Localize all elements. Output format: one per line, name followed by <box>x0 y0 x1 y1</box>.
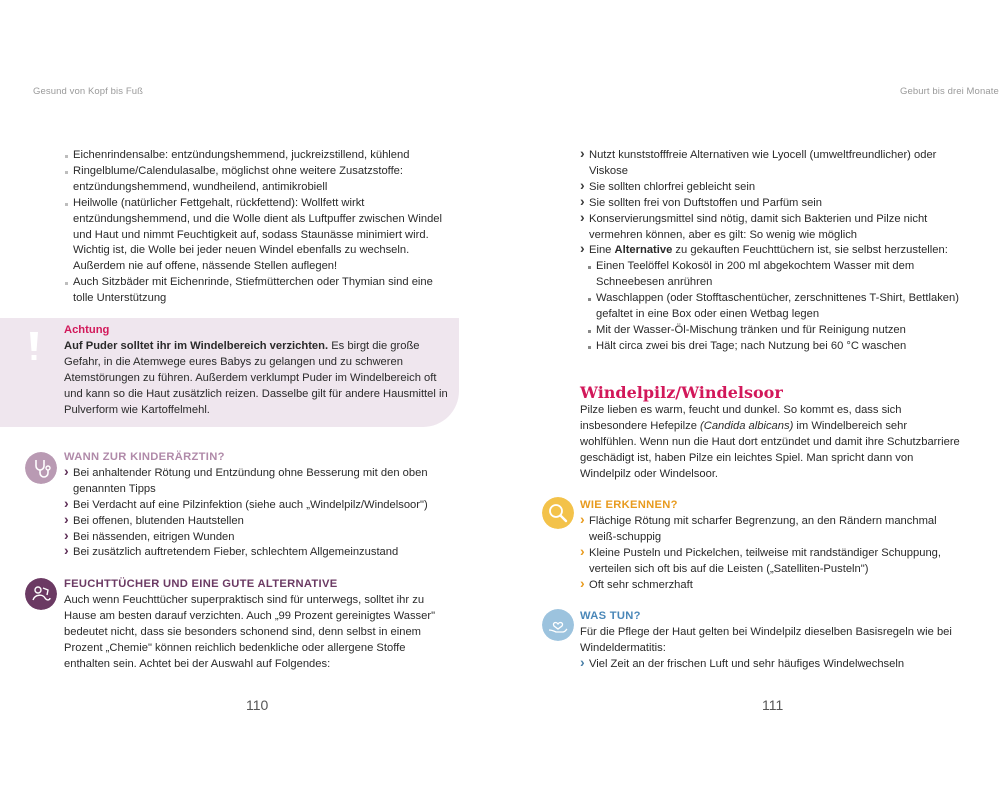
stethoscope-icon <box>25 452 57 484</box>
todo-box-text: Für die Pflege der Haut gelten bei Windelpilz dieselben Basisregeln wie bei Windeldermatitis: <box>580 625 952 654</box>
magnifier-icon <box>542 497 574 529</box>
running-head-right: Geburt bis drei Monate <box>900 86 999 97</box>
page-number-left: 110 <box>246 697 269 713</box>
todo-box <box>580 609 965 673</box>
section-heading: Windelpilz/Windelsoor <box>580 383 783 402</box>
list-item: › Konservierungsmittel sind nötig, damit sich Bakterien und Pilze nicht vermehren können, aber es gilt: So wenig wie möglich <box>580 212 965 244</box>
list-item: Ringelblume/Calendulasalbe, möglichst ohne weitere Zusatzstoffe: entzündungshemmend, wundheilend, antimikrobiell <box>64 164 452 196</box>
recognize-box-title: WIE ERKENNEN? <box>580 499 678 511</box>
alternative-post: zu gekauften Feuchttüchern ist, sie selbst herzustellen: <box>672 244 948 257</box>
wipes-criteria-list <box>580 148 965 355</box>
list-item: Eichenrindensalbe: entzündungshemmend, juckreizstillend, kühlend <box>64 148 452 164</box>
doctor-box-title: WANN ZUR KINDERÄRZTIN? <box>64 451 225 463</box>
sub-list-item: Waschlappen (oder Stofftaschentücher, zerschnittenes T-Shirt, Bettlaken) gefaltet in eine Box oder einen Wetbag legen <box>580 291 965 323</box>
wipes-box-title: FEUCHTTÜCHER UND EINE GUTE ALTERNATIVE <box>64 578 338 590</box>
recognize-box <box>580 498 965 593</box>
running-head-left: Gesund von Kopf bis Fuß <box>33 86 144 97</box>
doctor-box <box>64 450 452 561</box>
todo-box-title: WAS TUN? <box>580 610 641 622</box>
section-text-1: Pilze lieben es warm, feucht und dunkel. So kommt es, dass sich insbesondere Hefepilze <box>580 404 902 432</box>
list-item: › Kleine Pusteln und Pickelchen, teilweise mit randständiger Schuppung, verteilen sich oft bis auf die Leisten („Satelliten-Pusteln") <box>580 546 965 578</box>
list-item: Heilwolle (natürlicher Fettgehalt, rückfettend): Wollfett wirkt entzündungshemmend, und die Wolle dient als Luftpuffer zwischen Windel und Haut und nimmt Feuchtigkeit auf, sodass Staunässe minimiert wird. Wichtig ist, die Wolle bei jeder neuen Windel ebenfalls zu wechseln. Außerdem nie auf offene, nässende Stellen auflegen! <box>64 196 452 276</box>
callout-bold-text: Auf Puder solltet ihr im Windelbereich verzichten. <box>64 339 329 352</box>
list-item: Auch Sitzbäder mit Eichenrinde, Stiefmütterchen oder Thymian sind eine tolle Unterstützung <box>64 275 452 307</box>
sub-list-item: Mit der Wasser-Öl-Mischung tränken und für Reinigung nutzen <box>580 323 965 339</box>
wipes-box <box>64 577 452 672</box>
baby-wipes-icon <box>25 578 57 610</box>
remedies-list <box>64 148 452 307</box>
list-item: › Bei zusätzlich auftretendem Fieber, schlechtem Allgemeinzustand <box>64 545 452 561</box>
exclamation-icon <box>27 332 41 362</box>
section-text-italic: (Candida albicans) <box>700 419 794 432</box>
heart-hand-icon <box>542 609 574 641</box>
list-item <box>580 243 965 259</box>
callout-title: Achtung <box>64 324 110 336</box>
list-item: › Flächige Rötung mit scharfer Begrenzung, an den Rändern manchmal weiß-schuppig <box>580 514 965 546</box>
page-number-right: 111 <box>762 697 784 713</box>
list-item: › Sie sollten chlorfrei gebleicht sein <box>580 180 965 196</box>
list-item: › Nutzt kunststofffreie Alternativen wie Lyocell (umweltfreundlicher) oder Viskose <box>580 148 965 180</box>
warning-callout-content <box>64 323 452 418</box>
section-text-2: im Windelbereich sehr wohlfühlen. Wenn nun die Haut dort entzündet und damit ihre Schutzbarriere geschädigt ist, haben Pilze ein leichtes Spiel. Man spricht dann von Windelpilz oder Windelsoor. <box>580 419 960 480</box>
callout-text <box>64 339 452 419</box>
wipes-box-text: Auch wenn Feuchttücher superpraktisch sind für unterwegs, solltet ihr zu Hause am besten darauf verzichten. Auch „99 Prozent gereinigtes Wasser" bedeutet nicht, dass sie besonders schonend sind, denn selbst in einem Prozent „Chemie" können reichlich bedenkliche oder allergene Stoffe enthalten sein. Achtet bei der Auswahl auf Folgendes: <box>64 593 436 670</box>
alternative-pre: Eine <box>589 244 615 257</box>
sub-list-item: Einen Teelöffel Kokosöl in 200 ml abgekochtem Wasser mit dem Schneebesen anrühren <box>580 259 965 291</box>
callout-body: Es birgt die große Gefahr, in die Atemwege eures Babys zu gelangen und zu schweren Atemstörungen zu führen. Außerdem verklumpt Puder im Windelbereich oft und kann so die Haut zusätzlich reizen. Dasselbe gilt für andere Hausmittel in Pulverform wie Kartoffelmehl. <box>64 339 448 416</box>
list-item: › Bei anhaltender Rötung und Entzündung ohne Besserung mit den oben genannten Tipps <box>64 466 452 498</box>
list-item: › Oft sehr schmerzhaft <box>580 578 965 594</box>
list-item: › Bei offenen, blutenden Hautstellen <box>64 514 452 530</box>
list-item: › Viel Zeit an der frischen Luft und sehr häufiges Windelwechseln <box>580 657 965 673</box>
list-item: › Sie sollten frei von Duftstoffen und Parfüm sein <box>580 196 965 212</box>
section-body <box>580 403 965 483</box>
list-item: › Bei nässenden, eitrigen Wunden <box>64 530 452 546</box>
list-item: › Bei Verdacht auf eine Pilzinfektion (siehe auch „Windelpilz/Windelsoor") <box>64 498 452 514</box>
alternative-bold: Alternative <box>614 244 673 257</box>
sub-list-item: Hält circa zwei bis drei Tage; nach Nutzung bei 60 °C waschen <box>580 339 965 355</box>
